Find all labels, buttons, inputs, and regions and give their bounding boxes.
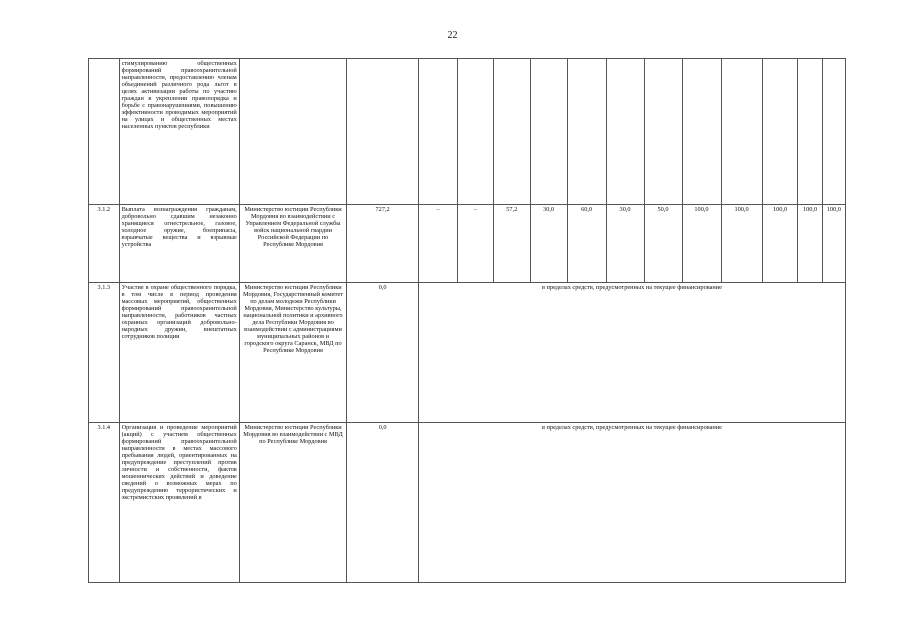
year-value [457,59,493,205]
page-number: 22 [447,30,458,41]
year-value [493,59,530,205]
row-number: 3.1.3 [89,283,120,423]
year-value [567,59,606,205]
program-measures-table [88,58,846,583]
year-value [682,59,721,205]
year-value [762,59,798,205]
total-amount: 0,0 [347,283,419,423]
year-value: 100,0 [798,205,822,283]
financing-note: в пределах средств, предусмотренных на текущее финансирование [418,423,845,583]
year-value: 100,0 [682,205,721,283]
total-amount: 727,2 [347,205,419,283]
year-value: 30,0 [530,205,567,283]
total-amount [347,59,419,205]
year-value [798,59,822,205]
year-value: 100,0 [822,205,845,283]
year-value [822,59,845,205]
year-value: 30,0 [606,205,644,283]
table-row [89,283,846,423]
year-value: 60,0 [567,205,606,283]
financing-note: в пределах средств, предусмотренных на текущее финансирование [418,283,845,423]
measure-description: Участие в охране общественного порядка, в том числе в период проведения массовых мероприятий, общественных формирований правоохранительной направленности, работников частных охранных организаций добровольно-народных дружин, внештатных сотрудников полиции [119,283,239,423]
total-amount: 0,0 [347,423,419,583]
year-value: 100,0 [721,205,762,283]
table-row [89,205,846,283]
table-row [89,423,846,583]
year-value: 100,0 [762,205,798,283]
year-value: – [457,205,493,283]
row-number [89,59,120,205]
row-number: 3.1.2 [89,205,120,283]
responsible-executor: Министерство юстиции Республики Мордовия, Государственный комитет по делам молодежи Республики Мордовия, Министерство культуры, национальной политики и архивного дела Республики Мордовия во взаимодействии с администрациями муниципальных районов и городского округа Саранск, МВД по Республике Мордовия [239,283,347,423]
responsible-executor [239,59,347,205]
year-value [530,59,567,205]
responsible-executor: Министерство юстиции Республики Мордовия во взаимодействии с Управлением Федеральной службы войск национальной гвардии Российской Федерации по Республике Мордовия [239,205,347,283]
year-value: 50,0 [644,205,682,283]
year-value [606,59,644,205]
measure-description: стимулированию общественных формирований правоохранительной направленности, предоставлению членам объединений различного рода льгот в целях активизации работы по участию граждан в укреплении правопорядка и борьбе с правонарушениями, повышению эффективности проводимых мероприятий на улицах и общественных местах населенных пунктов республики [119,59,239,205]
responsible-executor: Министерство юстиции Республики Мордовия во взаимодействии с МВД по Республике Мордовия [239,423,347,583]
year-value: 57,2 [493,205,530,283]
measure-description: Организация и проведение мероприятий (акций) с участием общественных формирований правоохранительной направленности в местах массового пребывания людей, ориентированных на предупреждение преступлений против личности и собственности, фактов мошеннических действий и доведение сведений о возможных мерах по предупреждению террористических и экстремистских проявлений в [119,423,239,583]
row-number: 3.1.4 [89,423,120,583]
year-value [644,59,682,205]
year-value: – [418,205,457,283]
year-value [418,59,457,205]
measure-description: Выплата вознаграждения гражданам, добровольно сдавшим незаконно хранящиеся огнестрельное, газовое, холодное оружие, боеприпасы, взрывчатые вещества и взрывные устройства [119,205,239,283]
table-row [89,59,846,205]
year-value [721,59,762,205]
